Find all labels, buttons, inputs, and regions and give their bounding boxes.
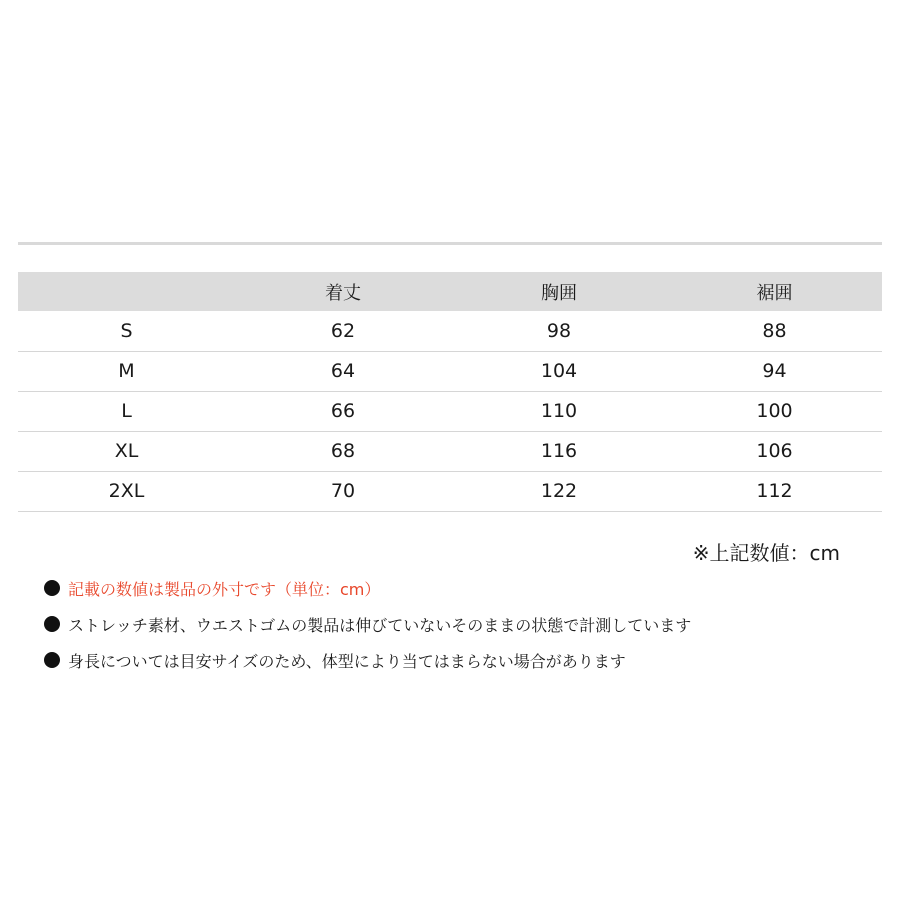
list-item: [44, 606, 864, 642]
list-item: [44, 570, 864, 606]
hem-cell: 106: [756, 440, 793, 462]
header-size: [18, 272, 235, 311]
list-item: [44, 642, 864, 678]
table-row: [18, 311, 882, 351]
black-circle-icon: [44, 652, 60, 668]
header-length: 着丈: [325, 282, 361, 304]
table-header-row: [18, 272, 882, 311]
hem-cell: 100: [756, 400, 793, 422]
hem-cell: 88: [762, 319, 787, 342]
hem-cell: 112: [756, 480, 793, 502]
header-chest: 胸囲: [541, 282, 577, 304]
size-cell: S: [120, 319, 133, 342]
unit-note: ※上記数値：cm: [692, 541, 840, 565]
table-row: [18, 431, 882, 471]
table-row: [18, 471, 882, 511]
note-text-stretch-material: ストレッチ素材、ウエストゴムの製品は伸びていないそのままの状態で計測しています: [68, 615, 692, 635]
table-row: [18, 351, 882, 391]
chest-cell: 98: [546, 319, 572, 342]
black-circle-icon: [44, 616, 60, 632]
chest-cell: 122: [540, 480, 578, 502]
size-cell: L: [121, 400, 132, 422]
note-text-height-guide: 身長については目安サイズのため、体型により当てはまらない場合があります: [68, 651, 626, 671]
chest-cell: 116: [540, 440, 578, 462]
size-cell: 2XL: [108, 480, 145, 502]
notes-list: [44, 570, 864, 678]
note-text-outer-dimensions: 記載の数値は製品の外寸です（単位：cm）: [68, 579, 381, 599]
chest-cell: 104: [540, 360, 578, 382]
hem-cell: 94: [762, 360, 787, 382]
header-hem: 裾囲: [756, 282, 793, 304]
length-cell: 68: [330, 440, 356, 462]
chest-cell: 110: [540, 400, 578, 422]
length-cell: 66: [330, 400, 356, 422]
black-circle-icon: [44, 580, 60, 596]
size-cell: XL: [114, 440, 139, 462]
top-divider: [18, 242, 882, 245]
size-chart-table: [18, 272, 882, 512]
size-cell: M: [118, 360, 135, 382]
length-cell: 70: [330, 480, 356, 502]
length-cell: 64: [330, 360, 356, 382]
table-row: [18, 391, 882, 431]
length-cell: 62: [330, 319, 356, 342]
